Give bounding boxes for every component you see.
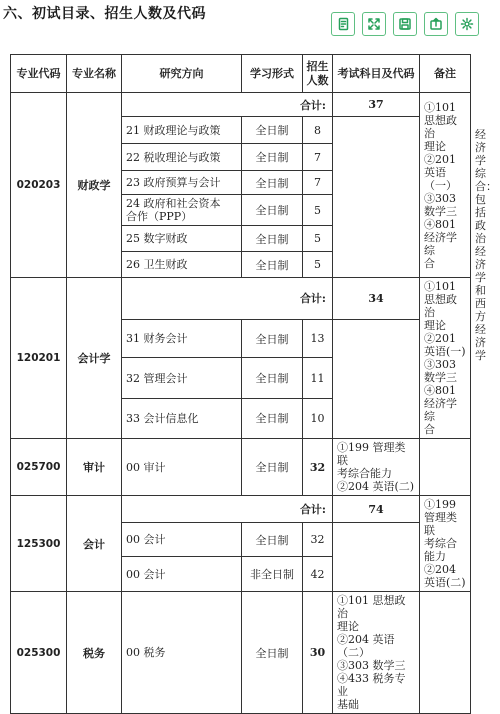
total-label: 合计: xyxy=(122,278,333,320)
mode-cell: 全日制 xyxy=(242,171,303,195)
direction-cell: 21 财政理论与政策 xyxy=(122,117,242,144)
major-code: 025700 xyxy=(11,439,67,496)
subject-line: 理论 xyxy=(337,620,359,633)
mode-cell: 全日制 xyxy=(242,144,303,171)
subject-line: 理论 xyxy=(424,139,446,153)
enrollment-cell: 7 xyxy=(303,171,333,195)
subject-line: ①101 思想政治 xyxy=(337,594,406,620)
direction-cell: 33 会计信息化 xyxy=(122,398,242,438)
table-row: 020203 财政学 合计: 37 ①101 思想政治 理论 ②201 英语（一） ③303 数学三 ④801 经济学综 合 经济学 综合： 包括政 治经济 学和西 方经济 学 xyxy=(11,93,471,117)
note-empty-cell xyxy=(420,439,471,496)
enrollment-cell: 7 xyxy=(303,144,333,171)
share-icon xyxy=(429,17,443,31)
direction-cell: 31 财务会计 xyxy=(122,319,242,358)
enrollment-cell: 8 xyxy=(303,117,333,144)
enrollment-cell: 13 xyxy=(303,319,333,358)
major-name: 税务 xyxy=(67,592,122,714)
copy-icon xyxy=(336,17,350,31)
enrollment-cell: 11 xyxy=(303,358,333,398)
admission-table xyxy=(10,54,497,714)
enrollment-cell: 42 xyxy=(303,557,333,592)
header-enrollment-line2: 人数 xyxy=(306,73,329,87)
direction-line: 合作（PPP） xyxy=(126,210,193,223)
exam-subjects xyxy=(420,93,471,278)
header-note: 备注 xyxy=(420,55,471,93)
direction-cell: 00 审计 xyxy=(122,439,242,496)
enrollment-cell: 30 xyxy=(303,592,333,714)
header-subjects: 考试科目及代码 xyxy=(333,55,420,93)
subject-line: ②204 英语（二） xyxy=(337,633,395,659)
direction-cell: 32 管理会计 xyxy=(122,358,242,398)
subject-line: 考综合能力 xyxy=(337,467,392,480)
subject-line: 基础 xyxy=(337,698,359,711)
subject-line: ①199 管理类联 xyxy=(424,498,457,537)
enrollment-cell: 5 xyxy=(303,195,333,226)
subject-line: 考综合能力 xyxy=(424,537,457,563)
exam-subjects xyxy=(420,278,471,439)
settings-icon xyxy=(460,17,474,31)
subject-line: 理论 xyxy=(424,319,446,332)
header-code: 专业代码 xyxy=(11,55,67,93)
direction-line: 24 政府和社会资本 xyxy=(126,197,221,210)
mode-cell: 全日制 xyxy=(242,226,303,252)
direction-cell: 00 会计 xyxy=(122,523,242,557)
table-header-row xyxy=(11,55,471,93)
subject-line: ①199 管理类联 xyxy=(337,441,406,467)
table-row xyxy=(11,439,471,496)
direction-cell: 00 会计 xyxy=(122,557,242,592)
direction-cell: 22 税收理论与政策 xyxy=(122,144,242,171)
mode-cell: 全日制 xyxy=(242,117,303,144)
subject-line: ③303 数学三 xyxy=(424,358,457,384)
subject-line: ②204 英语(二) xyxy=(424,563,466,589)
mode-cell: 全日制 xyxy=(242,523,303,557)
header-enrollment-line1: 招生 xyxy=(306,59,329,73)
major-code: 125300 xyxy=(11,496,67,592)
enrollment-cell: 32 xyxy=(303,523,333,557)
header-mode: 学习形式 xyxy=(242,55,303,93)
mode-cell: 非全日制 xyxy=(242,557,303,592)
mode-cell: 全日制 xyxy=(242,439,303,496)
enrollment-cell: 5 xyxy=(303,252,333,278)
table-row xyxy=(11,278,471,320)
major-name: 会计学 xyxy=(67,278,122,439)
total-value: 74 xyxy=(333,496,420,523)
copy-button[interactable] xyxy=(331,12,355,36)
note-empty-cell xyxy=(420,592,471,714)
mode-cell: 全日制 xyxy=(242,252,303,278)
major-code: 120201 xyxy=(11,278,67,439)
subject-line: ②201 英语(一) xyxy=(424,332,466,358)
save-icon xyxy=(398,17,412,31)
total-value: 34 xyxy=(333,278,420,320)
subject-line: ②201 英语（一） xyxy=(424,152,457,192)
subject-line: ①101 思想政治 xyxy=(424,280,457,319)
mode-cell: 全日制 xyxy=(242,319,303,358)
major-name: 财政学 xyxy=(67,93,122,278)
subject-line: ①101 思想政治 xyxy=(424,100,457,140)
subject-line: 合 xyxy=(424,256,435,270)
mode-cell: 全日制 xyxy=(242,358,303,398)
exam-subjects xyxy=(420,496,471,592)
subject-line: ④801 经济学综 xyxy=(424,384,457,423)
major-name: 审计 xyxy=(67,439,122,496)
header-name: 专业名称 xyxy=(67,55,122,93)
mode-cell: 全日制 xyxy=(242,592,303,714)
table-row xyxy=(11,496,471,523)
total-value: 37 xyxy=(333,93,420,117)
direction-cell: 26 卫生财政 xyxy=(122,252,242,278)
direction-cell: 25 数字财政 xyxy=(122,226,242,252)
major-code: 020203 xyxy=(11,93,67,278)
subject-line: ②204 英语(二) xyxy=(337,480,415,493)
mode-cell: 全日制 xyxy=(242,195,303,226)
direction-cell xyxy=(122,195,242,226)
settings-button[interactable] xyxy=(455,12,479,36)
enrollment-cell: 10 xyxy=(303,398,333,438)
mode-cell: 全日制 xyxy=(242,398,303,438)
major-name: 会计 xyxy=(67,496,122,592)
enrollment-cell: 32 xyxy=(303,439,333,496)
table-row xyxy=(11,592,471,714)
subject-line: ④433 税务专业 xyxy=(337,672,406,698)
enrollment-cell: 5 xyxy=(303,226,333,252)
subject-line: 合 xyxy=(424,423,435,436)
exam-subjects xyxy=(333,592,420,714)
header-enrollment xyxy=(303,55,333,93)
subject-line: ④801 经济学综 xyxy=(424,217,457,257)
header-direction: 研究方向 xyxy=(122,55,242,93)
major-code: 025300 xyxy=(11,592,67,714)
share-button[interactable] xyxy=(424,12,448,36)
section-title: 六、初试目录、招生人数及代码 xyxy=(3,6,206,22)
exam-subjects xyxy=(333,439,420,496)
expand-button[interactable] xyxy=(362,12,386,36)
subject-line: ③303 数学三 xyxy=(424,191,457,218)
expand-icon xyxy=(367,17,381,31)
total-label: 合计: xyxy=(122,93,333,117)
total-label: 合计: xyxy=(122,496,333,523)
direction-cell: 23 政府预算与会计 xyxy=(122,171,242,195)
subject-line: ③303 数学三 xyxy=(337,659,406,672)
save-button[interactable] xyxy=(393,12,417,36)
toolbar xyxy=(331,12,479,36)
direction-cell: 00 税务 xyxy=(122,592,242,714)
